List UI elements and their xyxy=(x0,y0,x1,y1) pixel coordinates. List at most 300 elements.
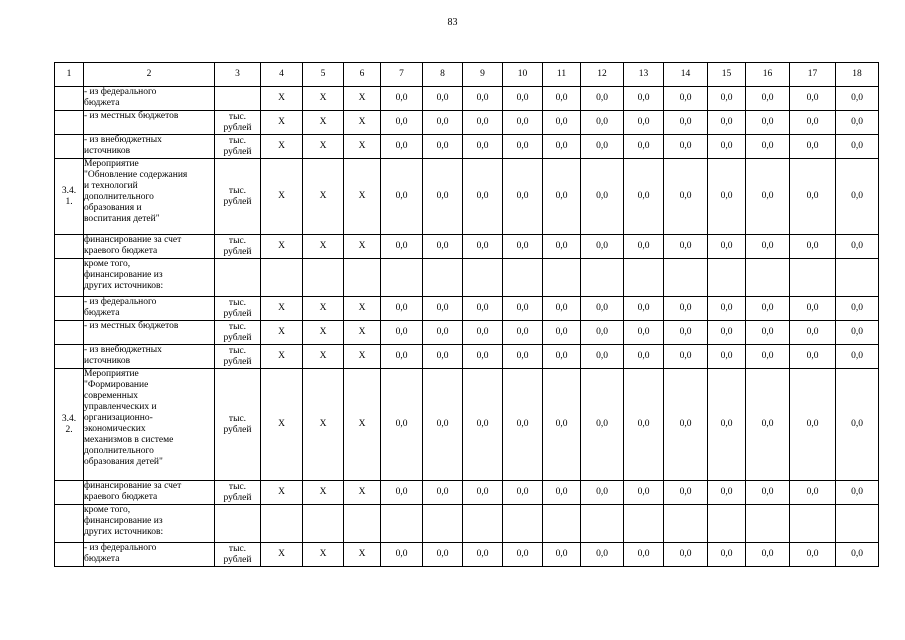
value: 0,0 xyxy=(679,191,692,201)
row-number-cell xyxy=(55,345,84,369)
value-cell xyxy=(581,87,624,111)
unit-label: тыс. рублей xyxy=(223,111,252,133)
row-number-cell xyxy=(55,135,84,159)
value: 0,0 xyxy=(761,549,774,559)
table-row xyxy=(55,259,879,297)
value: 0,0 xyxy=(851,549,863,559)
value-cell xyxy=(543,259,581,297)
value: 0,0 xyxy=(720,303,733,313)
value: 0,0 xyxy=(761,117,774,127)
value-cell xyxy=(790,321,836,345)
value-cell xyxy=(790,345,836,369)
value: 0,0 xyxy=(637,141,650,151)
value-cell xyxy=(624,321,664,345)
value: 0,0 xyxy=(596,549,608,559)
x-mark: Х xyxy=(319,327,327,337)
row-name-cell xyxy=(84,505,215,543)
row-name-cell xyxy=(84,321,215,345)
value: 0,0 xyxy=(395,117,408,127)
unit-label-cell xyxy=(215,297,261,321)
value: 0,0 xyxy=(679,241,692,251)
value-cell xyxy=(581,321,624,345)
value: 0,0 xyxy=(806,191,819,201)
value-cell xyxy=(503,135,543,159)
value: 0,0 xyxy=(436,487,449,497)
x-mark: Х xyxy=(319,549,327,559)
row-name: Мероприятие "Обновление содержания и технологий дополнительного образования и воспитания детей" xyxy=(84,159,188,224)
value: 0,0 xyxy=(806,419,819,429)
column-header: 18 xyxy=(836,63,879,87)
value: 0,0 xyxy=(596,191,608,201)
value-cell xyxy=(664,235,708,259)
value: 0,0 xyxy=(555,487,568,497)
value-cell xyxy=(503,159,543,235)
value-cell xyxy=(624,87,664,111)
x-mark-cell xyxy=(344,235,381,259)
x-mark-cell xyxy=(344,159,381,235)
x-mark-cell xyxy=(303,135,344,159)
value: 0,0 xyxy=(516,191,529,201)
value: 0,0 xyxy=(436,93,449,103)
value-cell xyxy=(664,259,708,297)
value: 0,0 xyxy=(476,303,489,313)
value: 0,0 xyxy=(395,191,408,201)
value-cell xyxy=(708,111,746,135)
value-cell xyxy=(581,235,624,259)
row-name-cell xyxy=(84,297,215,321)
value-cell xyxy=(790,369,836,481)
value: 0,0 xyxy=(851,487,863,497)
value-cell xyxy=(581,369,624,481)
value: 0,0 xyxy=(516,487,529,497)
x-mark: Х xyxy=(358,141,366,151)
x-mark-cell xyxy=(261,135,303,159)
x-mark-cell xyxy=(344,369,381,481)
value-cell xyxy=(503,235,543,259)
value-cell xyxy=(423,345,463,369)
value: 0,0 xyxy=(806,549,819,559)
value: 0,0 xyxy=(395,549,408,559)
unit-label-cell xyxy=(215,543,261,567)
unit-label-cell xyxy=(215,135,261,159)
unit-label: тыс. рублей xyxy=(223,235,252,257)
value-cell xyxy=(746,297,790,321)
value-cell xyxy=(543,345,581,369)
row-name-cell xyxy=(84,543,215,567)
value: 0,0 xyxy=(395,303,408,313)
value: 0,0 xyxy=(806,93,819,103)
value-cell xyxy=(503,111,543,135)
header-row xyxy=(55,63,879,87)
value: 0,0 xyxy=(637,327,650,337)
x-mark: Х xyxy=(358,93,366,103)
x-mark: Х xyxy=(278,303,285,313)
value-cell xyxy=(664,135,708,159)
value: 0,0 xyxy=(637,419,650,429)
row-name: кроме того, финансирование из других источников: xyxy=(84,259,164,291)
value-cell xyxy=(664,111,708,135)
value: 0,0 xyxy=(436,191,449,201)
value-cell xyxy=(581,543,624,567)
x-mark-cell xyxy=(303,297,344,321)
value-cell xyxy=(790,543,836,567)
x-mark-cell xyxy=(303,345,344,369)
value: 0,0 xyxy=(476,241,489,251)
value-cell xyxy=(381,111,423,135)
value: 0,0 xyxy=(516,303,529,313)
value-cell xyxy=(790,111,836,135)
column-header: 16 xyxy=(746,63,790,87)
value-cell xyxy=(746,259,790,297)
value: 0,0 xyxy=(555,327,568,337)
row-name: Мероприятие "Формирование современных управленческих и организационно- экономических механизмов в системе дополнительного образования детей" xyxy=(84,369,174,467)
value-cell xyxy=(581,259,624,297)
table-row xyxy=(55,321,879,345)
column-header: 3 xyxy=(215,63,261,87)
value-cell xyxy=(381,259,423,297)
value-cell xyxy=(836,111,879,135)
value-cell xyxy=(790,159,836,235)
value: 0,0 xyxy=(436,141,449,151)
value: 0,0 xyxy=(679,549,692,559)
value-cell xyxy=(381,321,423,345)
column-header: 7 xyxy=(381,63,423,87)
value-cell xyxy=(463,259,503,297)
value-cell xyxy=(543,111,581,135)
value-cell xyxy=(423,481,463,505)
value-cell xyxy=(708,135,746,159)
value-cell xyxy=(423,543,463,567)
row-number-cell xyxy=(55,505,84,543)
row-name: - из внебюджетных источников xyxy=(84,345,162,366)
unit-label: тыс. рублей xyxy=(223,543,252,565)
value-cell xyxy=(624,369,664,481)
value-cell xyxy=(790,505,836,543)
x-mark-cell xyxy=(261,297,303,321)
value: 0,0 xyxy=(476,141,489,151)
value-cell xyxy=(790,297,836,321)
x-mark: Х xyxy=(358,117,366,127)
value-cell xyxy=(664,369,708,481)
x-mark-cell xyxy=(344,111,381,135)
row-name-cell xyxy=(84,111,215,135)
x-mark-cell xyxy=(261,321,303,345)
value-cell xyxy=(423,259,463,297)
value-cell xyxy=(624,111,664,135)
row-name: финансирование за счет краевого бюджета xyxy=(84,235,182,256)
value-cell xyxy=(708,481,746,505)
value-cell xyxy=(581,135,624,159)
table-body xyxy=(55,87,879,567)
financing-table xyxy=(54,62,879,567)
value: 0,0 xyxy=(679,141,692,151)
x-mark: Х xyxy=(319,303,327,313)
value: 0,0 xyxy=(637,191,650,201)
value-cell xyxy=(423,369,463,481)
value: 0,0 xyxy=(761,241,774,251)
x-mark-cell xyxy=(261,345,303,369)
value-cell xyxy=(624,259,664,297)
x-mark: Х xyxy=(358,549,366,559)
value: 0,0 xyxy=(395,327,408,337)
value-cell xyxy=(543,505,581,543)
unit-label-cell xyxy=(215,111,261,135)
column-header: 11 xyxy=(543,63,581,87)
value: 0,0 xyxy=(761,141,774,151)
value: 0,0 xyxy=(436,303,449,313)
x-mark-cell xyxy=(261,159,303,235)
x-mark-cell xyxy=(344,345,381,369)
value: 0,0 xyxy=(761,191,774,201)
value-cell xyxy=(790,481,836,505)
row-name: финансирование за счет краевого бюджета xyxy=(84,481,182,502)
column-header: 10 xyxy=(503,63,543,87)
value-cell xyxy=(664,159,708,235)
table-row xyxy=(55,235,879,259)
column-header: 5 xyxy=(303,63,344,87)
value-cell xyxy=(423,111,463,135)
x-mark-cell xyxy=(261,235,303,259)
value-cell xyxy=(423,505,463,543)
value: 0,0 xyxy=(679,93,692,103)
x-mark-cell xyxy=(261,543,303,567)
x-mark: Х xyxy=(319,351,327,361)
value-cell xyxy=(543,543,581,567)
value: 0,0 xyxy=(806,327,819,337)
value-cell xyxy=(836,321,879,345)
value-cell xyxy=(746,543,790,567)
value-cell xyxy=(624,297,664,321)
row-number: 3.4. 1. xyxy=(61,185,77,207)
unit-label: тыс. рублей xyxy=(223,345,252,367)
value: 0,0 xyxy=(851,241,863,251)
value: 0,0 xyxy=(436,351,449,361)
value: 0,0 xyxy=(436,549,449,559)
value: 0,0 xyxy=(720,117,733,127)
x-mark-cell xyxy=(303,369,344,481)
value: 0,0 xyxy=(851,141,863,151)
value-cell xyxy=(836,505,879,543)
value-cell xyxy=(381,297,423,321)
value-cell xyxy=(746,135,790,159)
x-mark-cell xyxy=(261,369,303,481)
value-cell xyxy=(664,345,708,369)
value-cell xyxy=(836,135,879,159)
value: 0,0 xyxy=(679,351,692,361)
value-cell xyxy=(423,135,463,159)
value-cell xyxy=(463,159,503,235)
value-cell xyxy=(708,235,746,259)
row-name: - из федерального бюджета xyxy=(84,87,157,108)
table-row xyxy=(55,111,879,135)
value: 0,0 xyxy=(720,141,733,151)
value-cell xyxy=(381,235,423,259)
value-cell xyxy=(381,543,423,567)
row-name: - из внебюджетных источников xyxy=(84,135,162,156)
value-cell xyxy=(503,505,543,543)
value-cell xyxy=(503,321,543,345)
unit-label-cell xyxy=(215,235,261,259)
value: 0,0 xyxy=(761,303,774,313)
value-cell xyxy=(836,259,879,297)
value-cell xyxy=(463,369,503,481)
value: 0,0 xyxy=(555,117,568,127)
value: 0,0 xyxy=(516,549,529,559)
x-mark-cell xyxy=(303,111,344,135)
value: 0,0 xyxy=(395,351,408,361)
row-number-cell xyxy=(55,259,84,297)
value-cell xyxy=(463,297,503,321)
value-cell xyxy=(581,297,624,321)
value: 0,0 xyxy=(596,241,608,251)
x-mark: Х xyxy=(278,241,285,251)
value-cell xyxy=(503,297,543,321)
row-name: - из местных бюджетов xyxy=(84,321,179,331)
value: 0,0 xyxy=(679,117,692,127)
value-cell xyxy=(708,87,746,111)
x-mark-cell xyxy=(303,543,344,567)
row-number-cell xyxy=(55,87,84,111)
x-mark: Х xyxy=(358,351,366,361)
x-mark-cell xyxy=(303,259,344,297)
x-mark: Х xyxy=(358,419,366,429)
value-cell xyxy=(708,259,746,297)
x-mark-cell xyxy=(344,135,381,159)
x-mark: Х xyxy=(319,487,327,497)
value-cell xyxy=(836,297,879,321)
value-cell xyxy=(503,259,543,297)
x-mark-cell xyxy=(303,505,344,543)
unit-label: тыс. рублей xyxy=(223,321,252,343)
value: 0,0 xyxy=(851,191,863,201)
value: 0,0 xyxy=(806,241,819,251)
value-cell xyxy=(836,87,879,111)
unit-label: тыс. рублей xyxy=(223,481,252,503)
value-cell xyxy=(423,159,463,235)
unit-label-cell xyxy=(215,87,261,111)
value: 0,0 xyxy=(436,327,449,337)
x-mark-cell xyxy=(303,481,344,505)
value: 0,0 xyxy=(476,327,489,337)
value: 0,0 xyxy=(476,93,489,103)
value-cell xyxy=(746,235,790,259)
value-cell xyxy=(381,159,423,235)
value-cell xyxy=(543,235,581,259)
value-cell xyxy=(423,297,463,321)
value: 0,0 xyxy=(596,303,608,313)
value-cell xyxy=(708,159,746,235)
row-number-cell xyxy=(55,235,84,259)
unit-label-cell xyxy=(215,369,261,481)
value: 0,0 xyxy=(516,327,529,337)
x-mark: Х xyxy=(319,241,327,251)
column-header: 9 xyxy=(463,63,503,87)
value: 0,0 xyxy=(637,241,650,251)
x-mark: Х xyxy=(278,141,285,151)
value: 0,0 xyxy=(596,141,608,151)
value: 0,0 xyxy=(851,327,863,337)
value: 0,0 xyxy=(720,191,733,201)
value: 0,0 xyxy=(637,93,650,103)
value: 0,0 xyxy=(851,419,863,429)
value: 0,0 xyxy=(761,487,774,497)
value-cell xyxy=(463,345,503,369)
row-name-cell xyxy=(84,87,215,111)
x-mark-cell xyxy=(261,481,303,505)
value: 0,0 xyxy=(476,351,489,361)
value-cell xyxy=(746,345,790,369)
value-cell xyxy=(708,297,746,321)
value: 0,0 xyxy=(395,241,408,251)
value: 0,0 xyxy=(476,549,489,559)
row-name: - из федерального бюджета xyxy=(84,297,157,318)
value: 0,0 xyxy=(596,117,608,127)
value-cell xyxy=(836,481,879,505)
value-cell xyxy=(664,543,708,567)
value: 0,0 xyxy=(679,303,692,313)
unit-label-cell xyxy=(215,481,261,505)
value: 0,0 xyxy=(476,487,489,497)
value-cell xyxy=(664,87,708,111)
value-cell xyxy=(543,87,581,111)
value-cell xyxy=(624,135,664,159)
value: 0,0 xyxy=(806,303,819,313)
value: 0,0 xyxy=(516,419,529,429)
value-cell xyxy=(746,481,790,505)
value: 0,0 xyxy=(761,93,774,103)
column-header: 2 xyxy=(84,63,215,87)
x-mark: Х xyxy=(278,117,285,127)
value-cell xyxy=(581,505,624,543)
value-cell xyxy=(624,235,664,259)
value: 0,0 xyxy=(806,351,819,361)
value: 0,0 xyxy=(637,351,650,361)
value-cell xyxy=(543,159,581,235)
x-mark: Х xyxy=(319,191,327,201)
value-cell xyxy=(581,111,624,135)
value-cell xyxy=(581,481,624,505)
x-mark-cell xyxy=(344,543,381,567)
x-mark-cell xyxy=(261,259,303,297)
value: 0,0 xyxy=(555,191,568,201)
value: 0,0 xyxy=(720,419,733,429)
value-cell xyxy=(381,345,423,369)
value: 0,0 xyxy=(516,351,529,361)
x-mark: Х xyxy=(319,419,327,429)
value-cell xyxy=(790,87,836,111)
value-cell xyxy=(423,235,463,259)
value: 0,0 xyxy=(395,487,408,497)
value-cell xyxy=(664,505,708,543)
value: 0,0 xyxy=(436,117,449,127)
column-header: 17 xyxy=(790,63,836,87)
value-cell xyxy=(503,481,543,505)
value: 0,0 xyxy=(395,419,408,429)
value: 0,0 xyxy=(679,487,692,497)
unit-label-cell xyxy=(215,345,261,369)
value-cell xyxy=(624,543,664,567)
x-mark-cell xyxy=(344,481,381,505)
row-name: - из федерального бюджета xyxy=(84,543,157,564)
value-cell xyxy=(463,505,503,543)
value-cell xyxy=(463,321,503,345)
value-cell xyxy=(581,159,624,235)
x-mark-cell xyxy=(303,321,344,345)
value-cell xyxy=(463,235,503,259)
value-cell xyxy=(624,505,664,543)
row-name: - из местных бюджетов xyxy=(84,111,179,121)
row-name-cell xyxy=(84,159,215,235)
